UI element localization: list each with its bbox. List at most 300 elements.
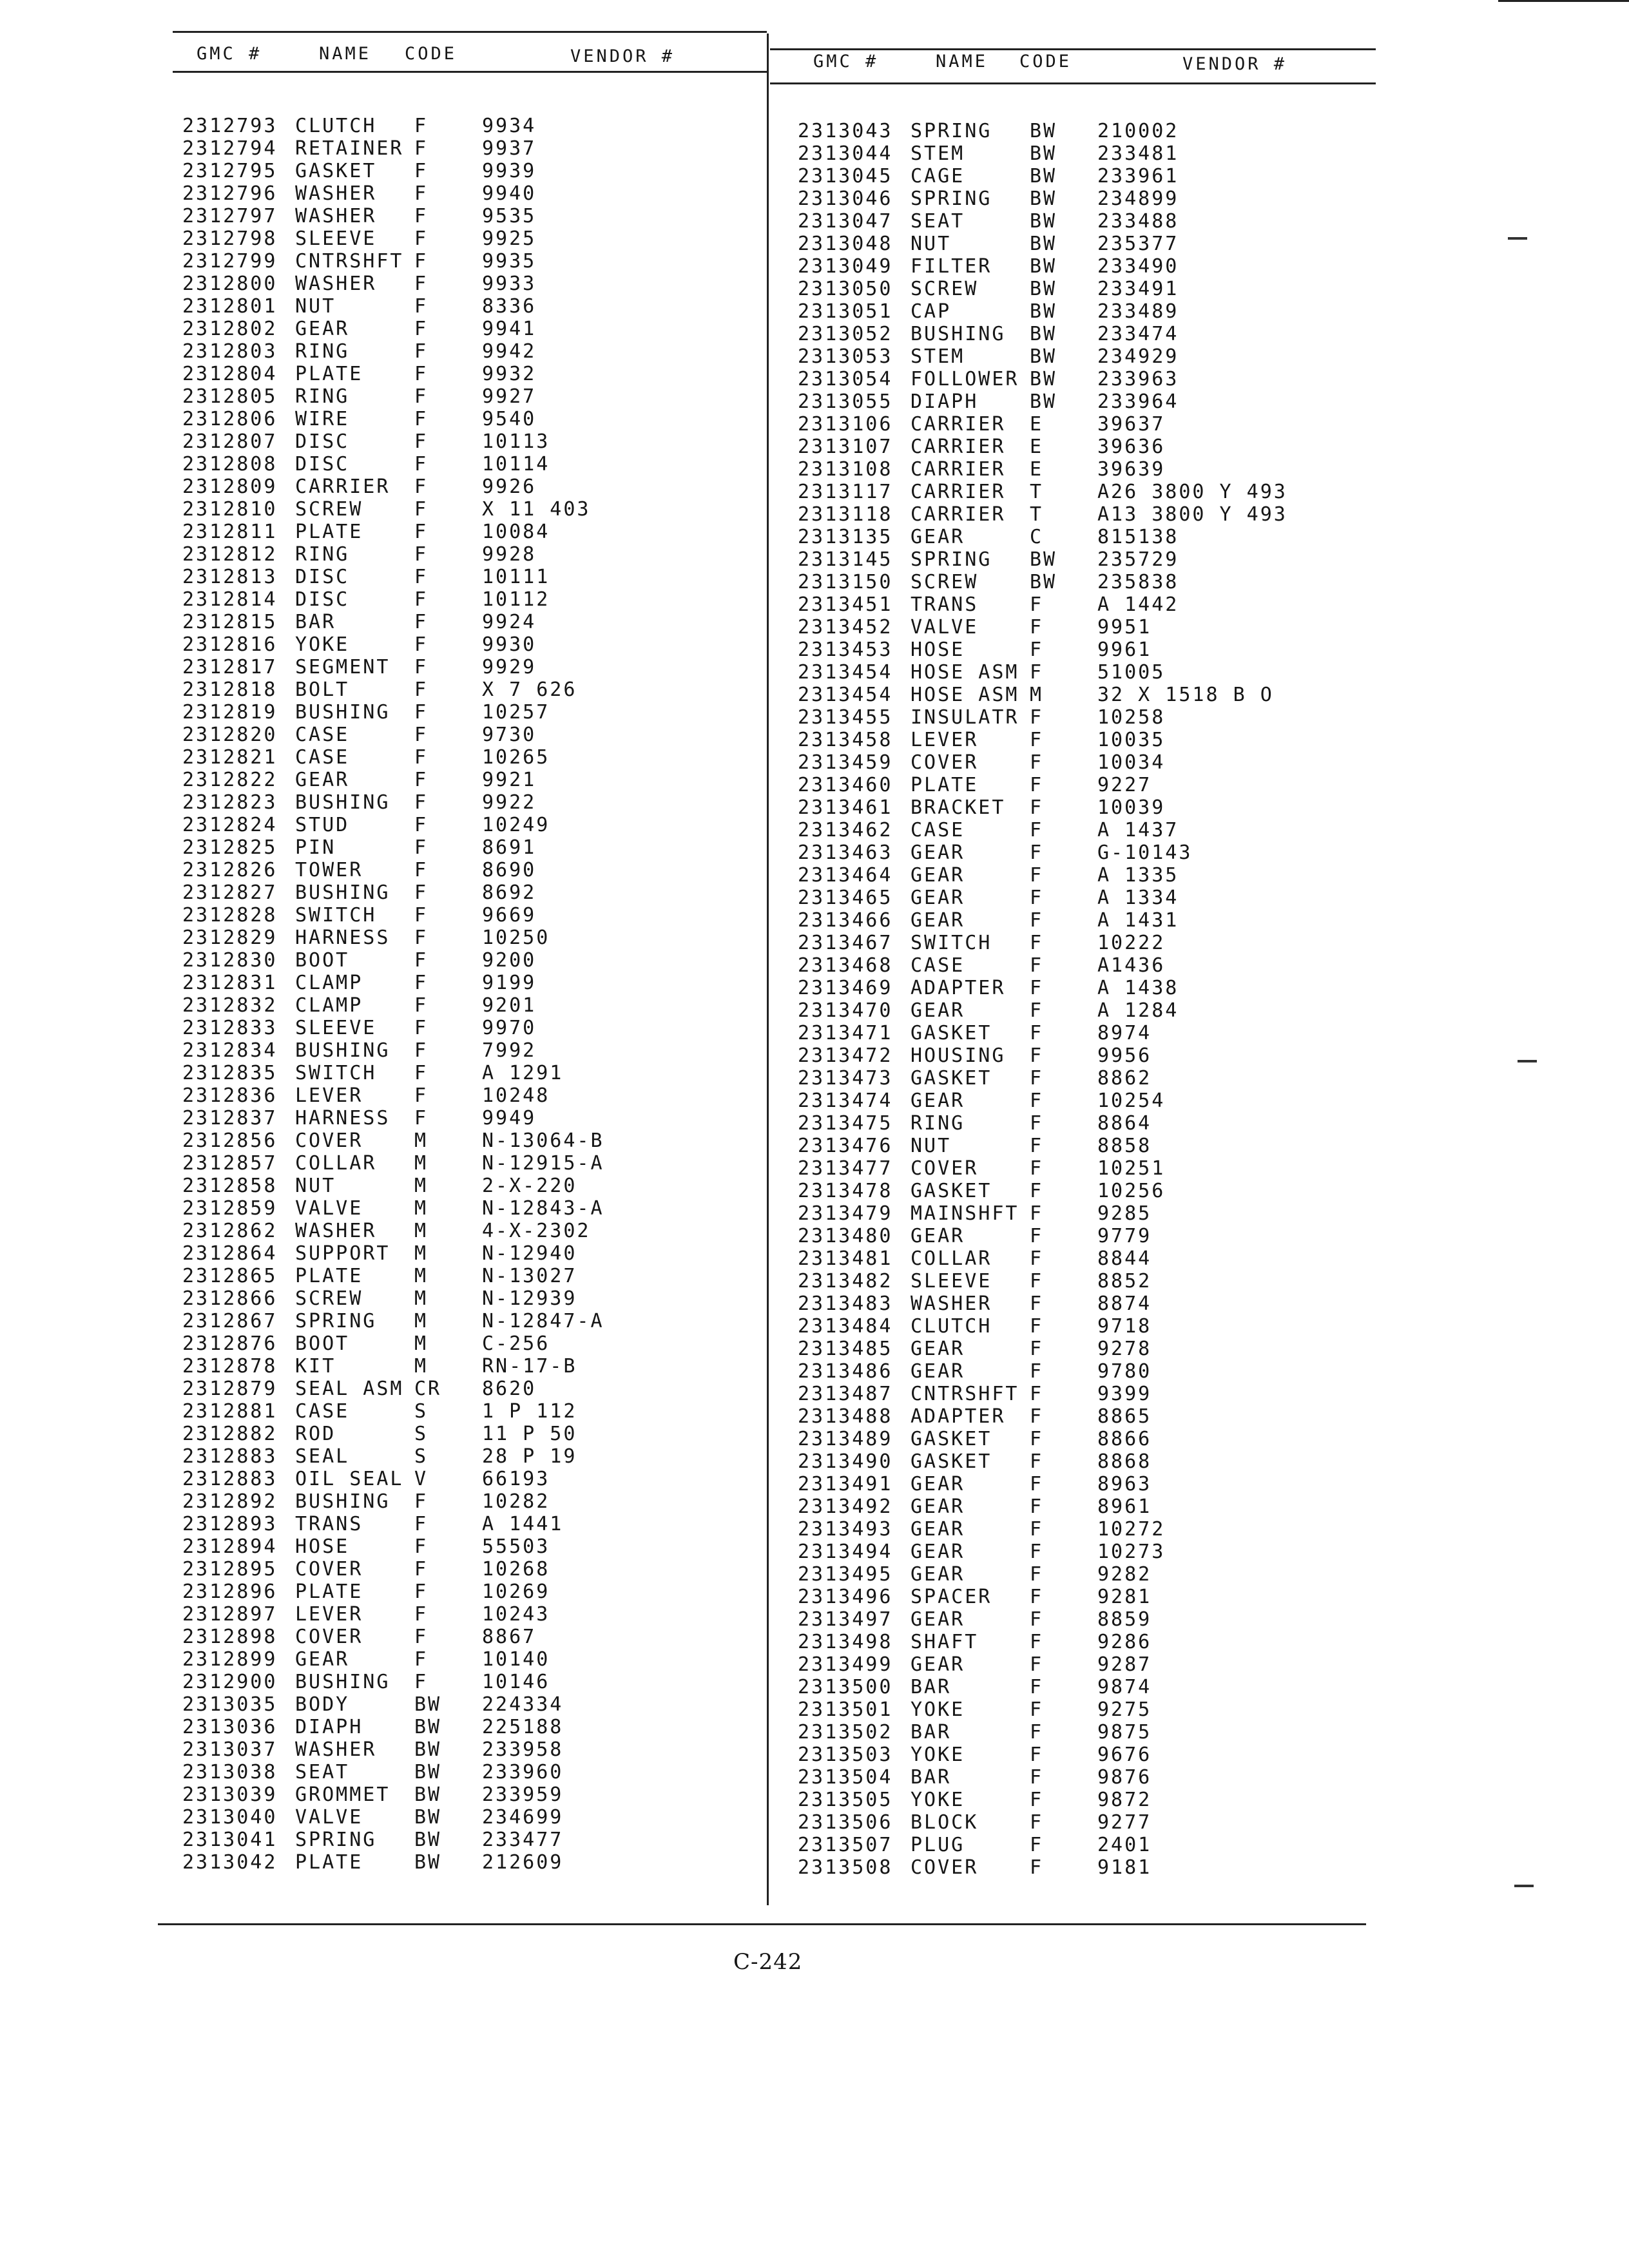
part-name: CLUTCH xyxy=(911,1315,992,1338)
part-name: STEM xyxy=(911,345,965,368)
gmc-number: 2313041 xyxy=(182,1829,278,1851)
vendor-number: A 1442 xyxy=(1097,593,1179,616)
vendor-number: N-12847-A xyxy=(482,1310,604,1332)
vendor-number: 9227 xyxy=(1097,774,1152,796)
part-name: BLOCK xyxy=(911,1811,979,1834)
vendor-number: 7992 xyxy=(482,1039,537,1062)
vendor-code: F xyxy=(1030,954,1044,977)
vendor-code: F xyxy=(1030,616,1044,639)
vendor-number: 9181 xyxy=(1097,1856,1152,1879)
part-name: PLATE xyxy=(911,774,979,796)
gmc-number: 2312859 xyxy=(182,1197,278,1220)
gmc-number: 2313465 xyxy=(798,887,893,909)
gmc-number: 2313498 xyxy=(798,1631,893,1653)
vendor-code: F xyxy=(414,633,429,656)
gmc-number: 2313474 xyxy=(798,1090,893,1112)
vendor-number: 9286 xyxy=(1097,1631,1152,1653)
vendor-code: BW xyxy=(414,1716,442,1738)
vendor-number: RN-17-B xyxy=(482,1355,577,1378)
vendor-code: F xyxy=(414,1490,429,1513)
part-name: COVER xyxy=(911,751,979,774)
vendor-code: F xyxy=(414,363,429,385)
gmc-number: 2313504 xyxy=(798,1766,893,1789)
part-name: COLLAR xyxy=(295,1152,377,1175)
gmc-number: 2312827 xyxy=(182,881,278,904)
vendor-number: 233489 xyxy=(1097,300,1179,323)
vendor-number: 9201 xyxy=(482,994,537,1017)
vendor-number: 9928 xyxy=(482,543,537,566)
vendor-code: F xyxy=(1030,1180,1044,1202)
vendor-code: BW xyxy=(414,1693,442,1716)
gmc-number: 2312819 xyxy=(182,701,278,724)
gmc-number: 2313492 xyxy=(798,1495,893,1518)
vendor-number: A 1437 xyxy=(1097,819,1179,841)
gmc-number: 2313036 xyxy=(182,1716,278,1738)
vendor-number: 10248 xyxy=(482,1084,550,1107)
vendor-number: 9921 xyxy=(482,769,537,791)
vendor-number: 9277 xyxy=(1097,1811,1152,1834)
part-name: WASHER xyxy=(295,273,377,295)
part-name: WASHER xyxy=(295,1220,377,1242)
vendor-code: F xyxy=(414,1581,429,1603)
vendor-number: 9961 xyxy=(1097,639,1152,661)
part-name: RING xyxy=(295,543,350,566)
vendor-number: 11 P 50 xyxy=(482,1423,577,1445)
part-name: GEAR xyxy=(911,864,965,887)
gmc-number: 2312822 xyxy=(182,769,278,791)
vendor-code: F xyxy=(1030,1631,1044,1653)
gmc-number: 2312825 xyxy=(182,836,278,859)
vendor-number: 8961 xyxy=(1097,1495,1152,1518)
gmc-number: 2312879 xyxy=(182,1378,278,1400)
vendor-number: A 1431 xyxy=(1097,909,1179,932)
vendor-code: F xyxy=(1030,1022,1044,1044)
vendor-number: 10257 xyxy=(482,701,550,724)
gmc-number: 2312837 xyxy=(182,1107,278,1129)
gmc-number: 2312811 xyxy=(182,521,278,543)
gmc-number: 2312830 xyxy=(182,949,278,972)
gmc-number: 2313481 xyxy=(798,1247,893,1270)
vendor-code: BW xyxy=(1030,300,1057,323)
vendor-number: 815138 xyxy=(1097,526,1179,548)
vendor-number: 9930 xyxy=(482,633,537,656)
gmc-number: 2313107 xyxy=(798,436,893,458)
part-name: DIAPH xyxy=(911,390,979,413)
part-name: BAR xyxy=(295,611,336,633)
gmc-number: 2312834 xyxy=(182,1039,278,1062)
vendor-code: F xyxy=(414,656,429,678)
gmc-number: 2313506 xyxy=(798,1811,893,1834)
gmc-number: 2312836 xyxy=(182,1084,278,1107)
gmc-number: 2312816 xyxy=(182,633,278,656)
part-name: SUPPORT xyxy=(295,1242,390,1265)
vendor-number: 233490 xyxy=(1097,255,1179,278)
vendor-code: F xyxy=(1030,1067,1044,1090)
gmc-number: 2313480 xyxy=(798,1225,893,1247)
vendor-number: 9718 xyxy=(1097,1315,1152,1338)
vendor-number: 39636 xyxy=(1097,436,1166,458)
part-name: SLEEVE xyxy=(295,1017,377,1039)
right-header-name: NAME xyxy=(936,52,988,72)
gmc-number: 2313035 xyxy=(182,1693,278,1716)
vendor-code: F xyxy=(414,746,429,769)
vendor-code: F xyxy=(414,927,429,949)
gmc-number: 2312810 xyxy=(182,498,278,521)
vendor-code: BW xyxy=(414,1851,442,1874)
vendor-number: 210002 xyxy=(1097,120,1179,142)
vendor-number: 10035 xyxy=(1097,729,1166,751)
gmc-number: 2312867 xyxy=(182,1310,278,1332)
gmc-number: 2313453 xyxy=(798,639,893,661)
gmc-number: 2313487 xyxy=(798,1383,893,1405)
part-name: RING xyxy=(295,385,350,408)
vendor-number: 8620 xyxy=(482,1378,537,1400)
gmc-number: 2313472 xyxy=(798,1044,893,1067)
gmc-number: 2312896 xyxy=(182,1581,278,1603)
vendor-code: F xyxy=(1030,593,1044,616)
gmc-number: 2313051 xyxy=(798,300,893,323)
vendor-number: 9285 xyxy=(1097,1202,1152,1225)
gmc-number: 2313106 xyxy=(798,413,893,436)
vendor-code: M xyxy=(414,1175,429,1197)
gmc-number: 2313046 xyxy=(798,187,893,210)
gmc-number: 2312882 xyxy=(182,1423,278,1445)
page-number: C-242 xyxy=(733,1949,803,1975)
gmc-number: 2312829 xyxy=(182,927,278,949)
vendor-number: 1 P 112 xyxy=(482,1400,577,1423)
vendor-code: M xyxy=(1030,684,1044,706)
vendor-code: S xyxy=(414,1445,429,1468)
part-name: CARRIER xyxy=(911,413,1006,436)
vendor-number: 10243 xyxy=(482,1603,550,1626)
vendor-number: 10268 xyxy=(482,1558,550,1581)
vendor-number: 9935 xyxy=(482,250,537,273)
part-name: SPRING xyxy=(911,120,992,142)
vendor-number: 8858 xyxy=(1097,1135,1152,1157)
part-name: HOUSING xyxy=(911,1044,1006,1067)
vendor-code: F xyxy=(414,724,429,746)
part-name: WIRE xyxy=(295,408,350,430)
vendor-code: M xyxy=(414,1355,429,1378)
vendor-number: 2-X-220 xyxy=(482,1175,577,1197)
vendor-number: 10140 xyxy=(482,1648,550,1671)
gmc-number: 2313507 xyxy=(798,1834,893,1856)
part-name: SPRING xyxy=(295,1310,377,1332)
gmc-number: 2313485 xyxy=(798,1338,893,1360)
gmc-number: 2313501 xyxy=(798,1698,893,1721)
gmc-number: 2312866 xyxy=(182,1287,278,1310)
vendor-number: N-12915-A xyxy=(482,1152,604,1175)
gmc-number: 2312814 xyxy=(182,588,278,611)
part-name: SLEEVE xyxy=(295,227,377,250)
vendor-code: F xyxy=(414,430,429,453)
vendor-number: 233961 xyxy=(1097,165,1179,187)
part-name: CARRIER xyxy=(295,476,390,498)
vendor-number: 234929 xyxy=(1097,345,1179,368)
vendor-number: 233963 xyxy=(1097,368,1179,390)
vendor-code: BW xyxy=(1030,187,1057,210)
part-name: WASHER xyxy=(911,1293,992,1315)
gmc-number: 2313503 xyxy=(798,1744,893,1766)
part-name: HARNESS xyxy=(295,1107,390,1129)
vendor-number: 235729 xyxy=(1097,548,1179,571)
vendor-code: M xyxy=(414,1287,429,1310)
vendor-number: 233477 xyxy=(482,1829,564,1851)
vendor-number: 10256 xyxy=(1097,1180,1166,1202)
gmc-number: 2312809 xyxy=(182,476,278,498)
part-name: CASE xyxy=(295,746,350,769)
gmc-number: 2313053 xyxy=(798,345,893,368)
vendor-code: F xyxy=(414,250,429,273)
vendor-number: A 1441 xyxy=(482,1513,564,1535)
vendor-number: 10272 xyxy=(1097,1518,1166,1541)
vendor-code: F xyxy=(414,904,429,927)
vendor-code: F xyxy=(1030,1744,1044,1766)
vendor-code: F xyxy=(1030,1112,1044,1135)
part-name: ADAPTER xyxy=(911,1405,1006,1428)
vendor-code: CR xyxy=(414,1378,442,1400)
right-header-gmc: GMC # xyxy=(813,52,879,72)
vendor-number: 10113 xyxy=(482,430,550,453)
vendor-code: F xyxy=(414,1084,429,1107)
vendor-number: 10282 xyxy=(482,1490,550,1513)
part-name: GEAR xyxy=(911,1518,965,1541)
vendor-code: E xyxy=(1030,413,1044,436)
part-name: NUT xyxy=(295,1175,336,1197)
part-name: RING xyxy=(295,340,350,363)
part-name: SEAL xyxy=(295,1445,350,1468)
part-name: CARRIER xyxy=(911,436,1006,458)
vendor-code: F xyxy=(1030,1157,1044,1180)
gmc-number: 2312795 xyxy=(182,160,278,182)
vendor-number: 212609 xyxy=(482,1851,564,1874)
gmc-number: 2313491 xyxy=(798,1473,893,1495)
vendor-number: 10111 xyxy=(482,566,550,588)
part-name: YOKE xyxy=(911,1789,965,1811)
left-header-vendor: VENDOR # xyxy=(570,46,675,66)
vendor-number: 8691 xyxy=(482,836,537,859)
vendor-number: 9951 xyxy=(1097,616,1152,639)
part-name: NUT xyxy=(911,1135,952,1157)
gmc-number: 2313452 xyxy=(798,616,893,639)
part-name: BAR xyxy=(911,1721,952,1744)
right-header-vendor: VENDOR # xyxy=(1182,54,1287,74)
vendor-number: 8336 xyxy=(482,295,537,318)
vendor-code: BW xyxy=(1030,255,1057,278)
vendor-number: 10265 xyxy=(482,746,550,769)
vendor-code: F xyxy=(414,1062,429,1084)
vendor-code: BW xyxy=(1030,120,1057,142)
gmc-number: 2313482 xyxy=(798,1270,893,1293)
vendor-number: 51005 xyxy=(1097,661,1166,684)
part-name: GROMMET xyxy=(295,1783,390,1806)
gmc-number: 2313117 xyxy=(798,481,893,503)
vendor-number: 9874 xyxy=(1097,1676,1152,1698)
gmc-number: 2313495 xyxy=(798,1563,893,1586)
gmc-number: 2313050 xyxy=(798,278,893,300)
vendor-code: BW xyxy=(1030,142,1057,165)
part-name: BUSHING xyxy=(295,1490,390,1513)
vendor-number: 10249 xyxy=(482,814,550,836)
vendor-number: 9200 xyxy=(482,949,537,972)
gmc-number: 2313478 xyxy=(798,1180,893,1202)
vendor-number: 4-X-2302 xyxy=(482,1220,591,1242)
vendor-code: E xyxy=(1030,458,1044,481)
gmc-number: 2313039 xyxy=(182,1783,278,1806)
vendor-number: N-12843-A xyxy=(482,1197,604,1220)
gmc-number: 2312883 xyxy=(182,1445,278,1468)
part-name: OIL SEAL xyxy=(295,1468,404,1490)
vendor-number: N-13027 xyxy=(482,1265,577,1287)
vendor-code: F xyxy=(414,611,429,633)
vendor-code: F xyxy=(1030,1428,1044,1450)
part-name: WASHER xyxy=(295,182,377,205)
vendor-number: 8862 xyxy=(1097,1067,1152,1090)
vendor-code: F xyxy=(414,1626,429,1648)
vendor-number: 10114 xyxy=(482,453,550,476)
vendor-number: A26 3800 Y 493 xyxy=(1097,481,1287,503)
vendor-number: 2401 xyxy=(1097,1834,1152,1856)
part-name: WASHER xyxy=(295,205,377,227)
vendor-number: 10254 xyxy=(1097,1090,1166,1112)
vendor-number: 233491 xyxy=(1097,278,1179,300)
vendor-number: 32 X 1518 B O xyxy=(1097,684,1274,706)
gmc-number: 2312815 xyxy=(182,611,278,633)
vendor-code: F xyxy=(414,137,429,160)
part-name: GEAR xyxy=(911,1473,965,1495)
part-name: BUSHING xyxy=(295,791,390,814)
part-name: VALVE xyxy=(911,616,979,639)
gmc-number: 2313043 xyxy=(798,120,893,142)
part-name: DISC xyxy=(295,453,350,476)
vendor-code: F xyxy=(1030,1811,1044,1834)
left-header-gmc: GMC # xyxy=(197,44,262,64)
vendor-number: 9929 xyxy=(482,656,537,678)
vendor-code: M xyxy=(414,1152,429,1175)
vendor-number: 39639 xyxy=(1097,458,1166,481)
top-rule-right xyxy=(770,48,1376,50)
vendor-number: 9669 xyxy=(482,904,537,927)
gmc-number: 2312865 xyxy=(182,1265,278,1287)
vendor-number: N-13064-B xyxy=(482,1129,604,1152)
vendor-number: 9872 xyxy=(1097,1789,1152,1811)
part-name: CNTRSHFT xyxy=(911,1383,1019,1405)
vendor-number: 224334 xyxy=(482,1693,564,1716)
part-name: GEAR xyxy=(911,526,965,548)
gmc-number: 2313037 xyxy=(182,1738,278,1761)
vendor-code: F xyxy=(414,678,429,701)
vendor-number: 233481 xyxy=(1097,142,1179,165)
part-name: CASE xyxy=(911,954,965,977)
vendor-number: 8868 xyxy=(1097,1450,1152,1473)
part-name: BODY xyxy=(295,1693,350,1716)
part-name: COVER xyxy=(911,1157,979,1180)
part-name: SEAT xyxy=(911,210,965,233)
margin-mark xyxy=(1518,1060,1537,1062)
gmc-number: 2313045 xyxy=(798,165,893,187)
part-name: BUSHING xyxy=(295,701,390,724)
vendor-code: F xyxy=(414,476,429,498)
vendor-number: 233474 xyxy=(1097,323,1179,345)
vendor-number: 8864 xyxy=(1097,1112,1152,1135)
vendor-code: M xyxy=(414,1242,429,1265)
gmc-number: 2313493 xyxy=(798,1518,893,1541)
part-name: GASKET xyxy=(911,1180,992,1202)
gmc-number: 2313484 xyxy=(798,1315,893,1338)
part-name: CLUTCH xyxy=(295,115,377,137)
vendor-code: BW xyxy=(414,1761,442,1783)
vendor-code: T xyxy=(1030,481,1044,503)
gmc-number: 2313044 xyxy=(798,142,893,165)
part-name: COVER xyxy=(295,1129,363,1152)
header-rule-left xyxy=(173,71,767,73)
part-name: GEAR xyxy=(911,1360,965,1383)
gmc-number: 2313486 xyxy=(798,1360,893,1383)
gmc-number: 2313455 xyxy=(798,706,893,729)
gmc-number: 2312900 xyxy=(182,1671,278,1693)
gmc-number: 2312802 xyxy=(182,318,278,340)
gmc-number: 2313145 xyxy=(798,548,893,571)
vendor-code: F xyxy=(414,1671,429,1693)
part-name: GEAR xyxy=(911,1495,965,1518)
vendor-number: 9399 xyxy=(1097,1383,1152,1405)
vendor-number: A13 3800 Y 493 xyxy=(1097,503,1287,526)
part-name: SPACER xyxy=(911,1586,992,1608)
part-name: GEAR xyxy=(911,1653,965,1676)
vendor-code: F xyxy=(414,453,429,476)
gmc-number: 2313451 xyxy=(798,593,893,616)
gmc-number: 2312893 xyxy=(182,1513,278,1535)
vendor-number: 10273 xyxy=(1097,1541,1166,1563)
part-name: SEAL ASM xyxy=(295,1378,404,1400)
vendor-code: BW xyxy=(414,1783,442,1806)
margin-mark xyxy=(1514,1885,1534,1887)
vendor-code: F xyxy=(1030,1856,1044,1879)
vendor-code: F xyxy=(1030,1518,1044,1541)
gmc-number: 2313454 xyxy=(798,684,893,706)
vendor-code: F xyxy=(1030,751,1044,774)
part-name: BAR xyxy=(911,1766,952,1789)
top-rule-left xyxy=(173,31,767,33)
gmc-number: 2313135 xyxy=(798,526,893,548)
gmc-number: 2313483 xyxy=(798,1293,893,1315)
gmc-number: 2312883 xyxy=(182,1468,278,1490)
vendor-code: S xyxy=(414,1423,429,1445)
gmc-number: 2312808 xyxy=(182,453,278,476)
vendor-code: S xyxy=(414,1400,429,1423)
vendor-code: F xyxy=(1030,864,1044,887)
vendor-number: 8874 xyxy=(1097,1293,1152,1315)
vendor-code: F xyxy=(414,1107,429,1129)
vendor-number: 9278 xyxy=(1097,1338,1152,1360)
part-name: GEAR xyxy=(911,1563,965,1586)
part-name: HARNESS xyxy=(295,927,390,949)
vendor-number: 9780 xyxy=(1097,1360,1152,1383)
part-name: YOKE xyxy=(911,1744,965,1766)
vendor-number: 8690 xyxy=(482,859,537,881)
part-name: VALVE xyxy=(295,1806,363,1829)
vendor-number: 8844 xyxy=(1097,1247,1152,1270)
vendor-code: F xyxy=(1030,819,1044,841)
part-name: GASKET xyxy=(911,1022,992,1044)
part-name: HOSE ASM xyxy=(911,684,1019,706)
gmc-number: 2312881 xyxy=(182,1400,278,1423)
gmc-number: 2312897 xyxy=(182,1603,278,1626)
part-name: CNTRSHFT xyxy=(295,250,404,273)
vendor-number: 9535 xyxy=(482,205,537,227)
gmc-number: 2313476 xyxy=(798,1135,893,1157)
vendor-code: F xyxy=(1030,1608,1044,1631)
